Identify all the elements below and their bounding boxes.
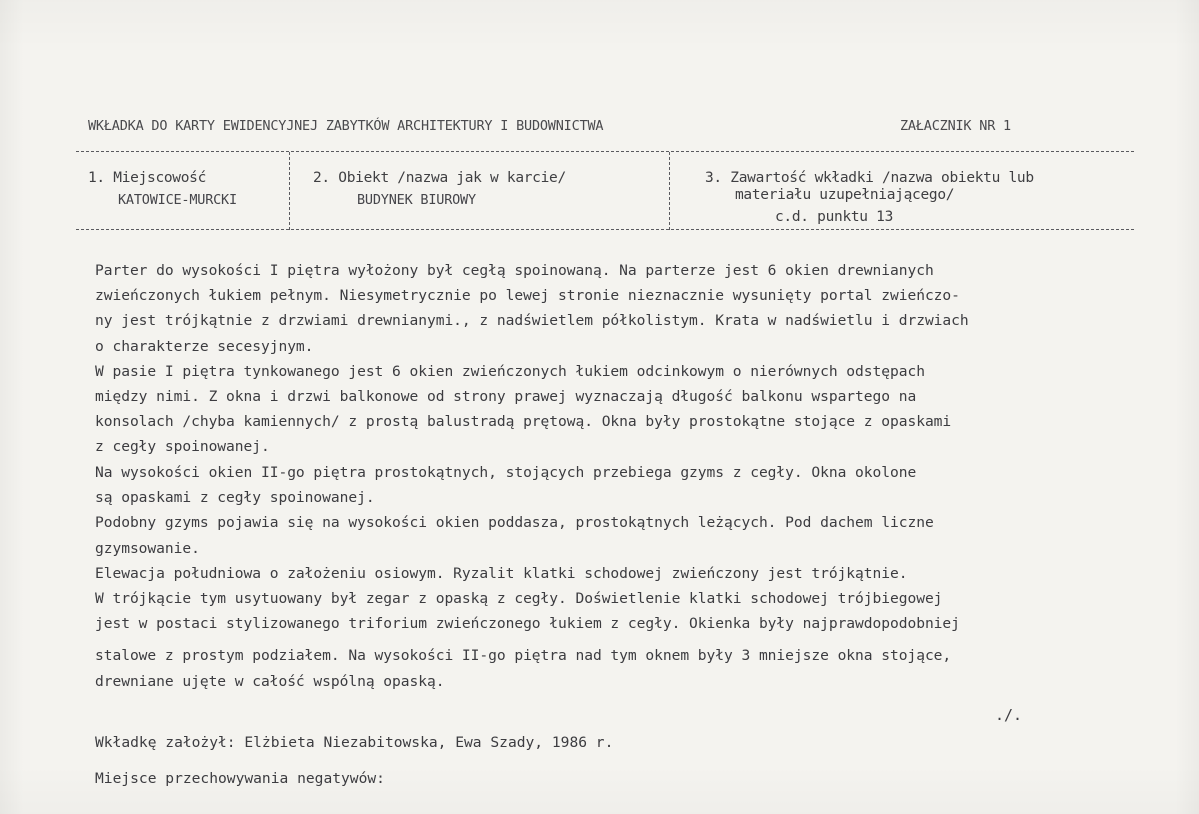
field-contents-value: c.d. punktu 13 (775, 209, 894, 225)
table-bottom-rule (76, 229, 1134, 230)
body-line: o charakterze secesyjnym. (95, 338, 314, 355)
body-line: stalowe z prostym podziałem. Na wysokości II-go piętra nad tym oknem były 3 mniejsze okna stojące, (95, 647, 952, 664)
body-line: są opaskami z cegły spoinowanej. (95, 489, 375, 506)
body-line: Na wysokości okien II-go piętra prostokątnych, stojących przebiega gzyms z cegły. Okna okolone (95, 464, 917, 481)
body-line: ny jest trójkątnie z drzwiami drewnianymi., z nadświetlem półkolistym. Krata w nadświetlu i drzwiach (95, 312, 969, 329)
field-contents-label-line1: 3. Zawartość wkładki /nazwa obiektu lub (705, 170, 1034, 186)
body-line: Podobny gzyms pojawia się na wysokości okien poddasza, prostokątnych leżących. Pod dachem liczne (95, 514, 934, 531)
body-line: gzymsowanie. (95, 540, 200, 557)
field-object-label: 2. Obiekt /nazwa jak w karcie/ (313, 170, 566, 186)
body-line: między nimi. Z okna i drzwi balkonowe od strony prawej wyznaczają długość balkonu wspartego na (95, 388, 917, 405)
body-line: W pasie I piętra tynkowanego jest 6 okien zwieńczonych łukiem odcinkowym o nierównych odstępach (95, 363, 925, 380)
field-object-value: BUDYNEK BIUROWY (357, 192, 476, 208)
body-line: W trójkącie tym usytuowany był zegar z opaską z cegły. Doświetlenie klatki schodowej trójbiegowej (95, 590, 943, 607)
table-top-rule (76, 151, 1134, 152)
column-divider-2 (669, 152, 670, 230)
column-divider-1 (289, 152, 290, 230)
body-line: Parter do wysokości I piętra wyłożony był cegłą spoinowaną. Na parterze jest 6 okien drewnianych (95, 262, 934, 279)
field-contents-label-line2: materiału uzupełniającego/ (735, 187, 955, 203)
author-line: Wkładkę założył: Elżbieta Niezabitowska, Ewa Szady, 1986 r. (95, 734, 614, 751)
document-title: WKŁADKA DO KARTY EWIDENCYJNEJ ZABYTKÓW ARCHITEKTURY I BUDOWNICTWA (88, 118, 604, 134)
field-locality-label: 1. Miejscowość (88, 170, 207, 186)
body-line: z cegły spoinowanej. (95, 438, 270, 455)
continuation-mark: ./. (995, 706, 1023, 724)
field-locality-value: KATOWICE-MURCKI (118, 192, 237, 208)
body-line: zwieńczonych łukiem pełnym. Niesymetrycznie po lewej stronie nieznacznie wysunięty portal zwieńczo- (95, 287, 960, 304)
negatives-storage-line: Miejsce przechowywania negatywów: (95, 770, 385, 787)
body-line: Elewacja południowa o założeniu osiowym. Ryzalit klatki schodowej zwieńczony jest trójkątnie. (95, 565, 908, 582)
body-line: jest w postaci stylizowanego triforium zwieńczonego łukiem z cegły. Okienka były najprawdopodobniej (95, 615, 960, 632)
body-line: konsolach /chyba kamiennych/ z prostą balustradą prętową. Okna były prostokątne stojące z opaskami (95, 413, 952, 430)
annex-label: ZAŁACZNIK NR 1 (900, 118, 1011, 134)
body-line: drewniane ujęte w całość wspólną opaską. (95, 673, 445, 690)
